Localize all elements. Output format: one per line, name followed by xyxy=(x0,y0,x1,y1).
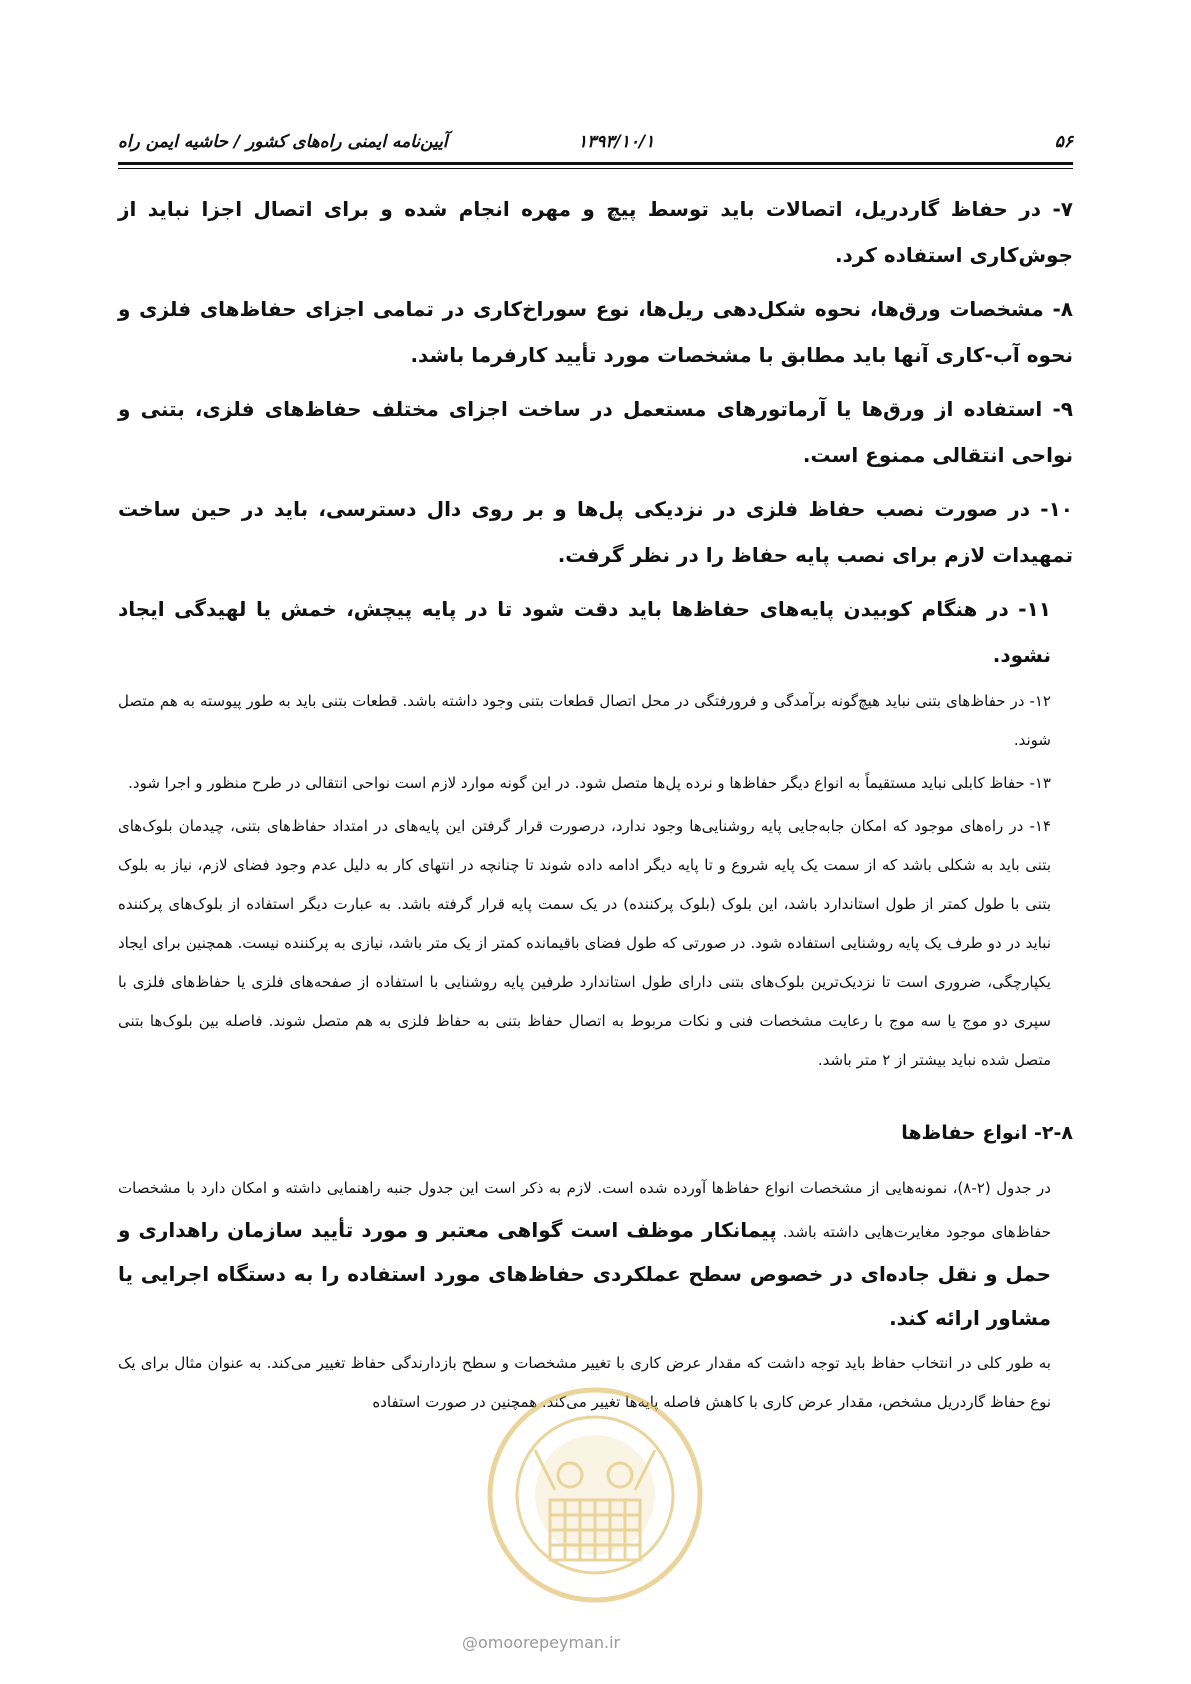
watermark-emblem-icon xyxy=(480,1380,710,1610)
item-14: ۱۴- در راه‌های موجود که امکان جابه‌جایی پایه روشنایی‌ها وجود ندارد، درصورت قرار گرفتن این پایه‌های در امتداد حفاظ‌های بتنی، چیدمان بلوک‌های بتنی باید به شکلی باشد که از سمت یک پایه شروع و تا پایه دیگر ادامه داده شوند تا چنانچه در انتهای کار به دلیل عدم وجود فضای لازم، نیاز به بلوک بتنی با طول کمتر از طول استاندارد باشد، این بلوک (بلوک پرکننده) در یک سمت پایه قرار گرفته باشد. به عبارت دیگر استفاده از بلوک‌های پرکننده نباید در دو طرف یک پایه روشنایی استفاده شود. در صورتی که طول فضای باقیمانده کمتر از یک متر باشد، نیازی به پرکننده نیست. همچنین برای ایجاد یکپارچگی، ضروری است تا نزدیک‌ترین بلوک‌های بتنی دارای طول استاندارد طرفین پایه روشنایی با استفاده از صفحه‌های فلزی یا حفاظ‌های فلزی با سپری دو موج یا سه موج با رعایت مشخصات فنی و نکات مربوط به اتصال حفاظ بتنی به حفاظ فلزی به هم متصل شوند. فاصله بین بلوک‌ها بتنی متصل شده نباید بیشتر از ۲ متر باشد. xyxy=(118,817,1051,1069)
header-date: ۱۳۹۳/۱۰/۱ xyxy=(578,132,655,152)
item-9: ۹- استفاده از ورق‌ها یا آرماتورهای مستعمل در ساخت اجزای مختلف حفاظ‌های فلزی، بتنی و نواحی انتقالی ممنوع است. xyxy=(118,397,1073,467)
item-10: ۱۰- در صورت نصب حفاظ فلزی در نزدیکی پل‌ها و بر روی دال دسترسی، باید در حین ساخت تمهیدات لازم برای نصب پایه حفاظ را در نظر گرفت. xyxy=(118,497,1073,567)
page-header xyxy=(118,128,1073,156)
section-paragraph-2: به طور کلی در انتخاب حفاظ باید توجه داشت که مقدار عرض کاری با تغییر مشخصات و سطح بازدارندگی حفاظ تغییر می‌کند. به عنوان مثال برای یک نوع حفاظ گاردریل مشخص، مقدار عرض کاری با کاهش فاصله پایه‌ها تغییر می‌کند. همچنین در صورت استفاده xyxy=(118,1354,1051,1411)
item-11: ۱۱- در هنگام کوبیدن پایه‌های حفاظ‌ها باید دقت شود تا در پایه پیچش، خمش یا لهیدگی ایجاد نشود. xyxy=(118,597,1051,667)
watermark-site: @omoorepeyman.ir xyxy=(462,1633,621,1652)
section-paragraph-1 xyxy=(118,1168,1073,1340)
header-rule-thick xyxy=(118,162,1073,165)
header-rule-thin xyxy=(118,168,1073,169)
page-body xyxy=(118,186,1073,1422)
item-7: ۷- در حفاظ گاردریل، اتصالات باید توسط پیچ و مهره انجام شده و برای اتصال اجزا نباید از جوش‌کاری استفاده کرد. xyxy=(118,197,1073,267)
running-title: آیین‌نامه ایمنی راه‌های کشور / حاشیه ایمن راه xyxy=(118,132,448,152)
page-number: ۵۶ xyxy=(1054,132,1073,152)
section-paragraph-1-bold: پیمانکار موظف است گواهی معتبر و مورد تأیید سازمان راهداری و حمل و نقل جاده‌ای در خصوص سطح عملکردی حفاظ‌های مورد استفاده را به دستگاه اجرایی یا مشاور ارائه کند. xyxy=(118,1218,1051,1330)
section-paragraph-1-normal: در جدول (۲-۸)، نمونه‌هایی از مشخصات انواع حفاظ‌ها آورده شده است. لازم به ذکر است این جدول جنبه راهنمایی داشته و امکان دارد با مشخصات حفاظ‌های موجود مغایرت‌هایی داشته باشد. xyxy=(118,1179,1052,1241)
item-8: ۸- مشخصات ورق‌ها، نحوه شکل‌دهی ریل‌ها، نوع سوراخ‌کاری در تمامی اجزای حفاظ‌های فلزی و نحوه آب-کاری آنها باید مطابق با مشخصات مورد تأیید کارفرما باشد. xyxy=(118,297,1073,367)
section-heading: ۲-۸- انواع حفاظ‌ها xyxy=(901,1122,1073,1144)
item-12: ۱۲- در حفاظ‌های بتنی نباید هیچ‌گونه برآمدگی و فرورفتگی در محل اتصال قطعات بتنی وجود داشته باشد. قطعات بتنی باید به طور پیوسته به هم متصل شوند. xyxy=(118,692,1051,749)
item-13: ۱۳- حفاظ کابلی نباید مستقیماً به انواع دیگر حفاظ‌ها و نرده پل‌ها متصل شود. در این گونه موارد لازم است نواحی انتقالی در طرح منظور و اجرا شود. xyxy=(128,774,1051,792)
